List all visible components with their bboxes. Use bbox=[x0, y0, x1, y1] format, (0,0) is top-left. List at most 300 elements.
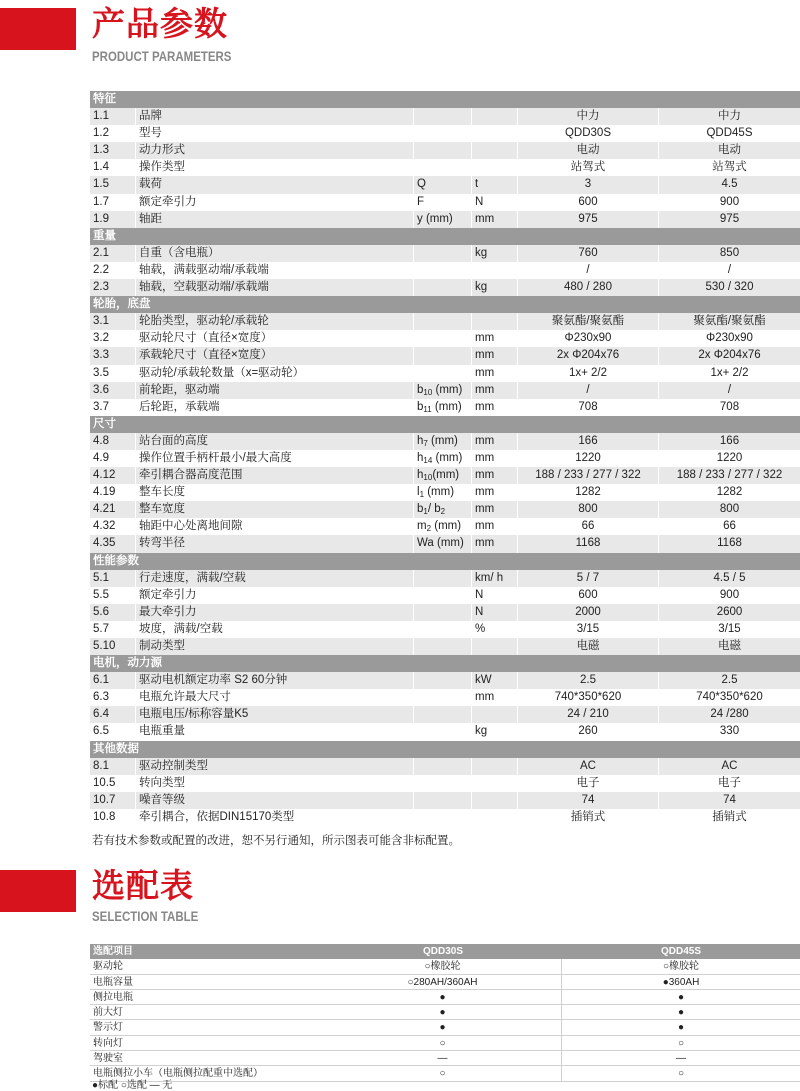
param-unit: mm bbox=[472, 501, 518, 518]
symbol-suffix: (mm) bbox=[431, 400, 462, 413]
param-symbol bbox=[414, 638, 472, 655]
value-qdd30s: 1168 bbox=[518, 535, 659, 552]
group-label: 电机，动力源 bbox=[93, 657, 162, 670]
symbol-suffix: (mm) bbox=[431, 520, 462, 533]
option-name: 驾驶室 bbox=[93, 1053, 123, 1065]
params-subtitle: PRODUCT PARAMETERS bbox=[92, 48, 232, 64]
param-row bbox=[90, 450, 800, 467]
option-name: 电瓶侧拉小车（电瓶侧拉配重中选配） bbox=[93, 1068, 263, 1080]
group-label: 性能参数 bbox=[93, 554, 139, 567]
param-name: 驱动电机额定功率 S2 60分钟 bbox=[136, 672, 414, 689]
param-name: 轴距中心处离地间隙 bbox=[136, 518, 414, 535]
value-qdd30s: / bbox=[518, 262, 659, 279]
param-symbol bbox=[414, 108, 472, 125]
param-number: 5.5 bbox=[90, 587, 136, 604]
param-number: 4.35 bbox=[90, 535, 136, 552]
value-qdd30s: 电子 bbox=[518, 775, 659, 792]
param-name: 操作类型 bbox=[136, 159, 414, 176]
value-qdd45s: 聚氨酯/聚氨酯 bbox=[693, 315, 766, 328]
param-unit: mm bbox=[472, 330, 518, 347]
value-qdd45s: 800 bbox=[719, 503, 740, 516]
symbol-text: y (mm) bbox=[417, 212, 453, 225]
value-qdd30s: 电动 bbox=[518, 142, 659, 159]
param-symbol bbox=[414, 792, 472, 809]
param-symbol bbox=[414, 706, 472, 723]
param-row bbox=[90, 518, 800, 535]
option-qdd45s: ● bbox=[677, 1007, 685, 1019]
param-symbol bbox=[414, 467, 472, 484]
symbol-subscript: 1 bbox=[423, 507, 428, 517]
param-unit: kg bbox=[472, 245, 518, 262]
param-unit bbox=[472, 159, 518, 176]
value-qdd30s: 166 bbox=[518, 433, 659, 450]
param-row bbox=[90, 433, 800, 450]
param-row bbox=[90, 159, 800, 176]
header-model-2: QDD45S bbox=[660, 946, 701, 957]
value-qdd30s: 188 / 233 / 277 / 322 bbox=[518, 467, 659, 484]
param-name: 牵引耦合器高度范围 bbox=[136, 467, 414, 484]
param-unit: mm bbox=[472, 211, 518, 228]
param-symbol bbox=[414, 245, 472, 262]
param-symbol bbox=[414, 347, 472, 364]
param-number: 4.8 bbox=[90, 433, 136, 450]
param-symbol bbox=[414, 587, 472, 604]
value-qdd45s: 4.5 bbox=[721, 178, 738, 191]
param-symbol bbox=[414, 365, 472, 382]
symbol-subscript: 2 bbox=[426, 524, 432, 534]
param-row bbox=[90, 194, 800, 211]
selection-row bbox=[90, 975, 800, 990]
param-row bbox=[90, 262, 800, 279]
value-qdd30s: 2000 bbox=[518, 604, 659, 621]
option-qdd45s: ●360AH bbox=[662, 976, 700, 988]
param-number: 4.21 bbox=[90, 501, 136, 518]
param-row bbox=[90, 638, 800, 655]
param-number: 6.3 bbox=[90, 689, 136, 706]
param-unit bbox=[472, 108, 518, 125]
group-label: 尺寸 bbox=[93, 417, 116, 430]
param-number: 4.12 bbox=[90, 467, 136, 484]
param-row bbox=[90, 792, 800, 809]
param-unit: kW bbox=[472, 672, 518, 689]
param-row bbox=[90, 108, 800, 125]
param-number: 1.1 bbox=[90, 108, 136, 125]
value-qdd30s: AC bbox=[518, 758, 659, 775]
param-unit: t bbox=[472, 176, 518, 193]
param-row bbox=[90, 313, 800, 330]
param-name: 品牌 bbox=[136, 108, 414, 125]
param-row bbox=[90, 535, 800, 552]
group-header-row bbox=[90, 553, 800, 570]
param-row bbox=[90, 245, 800, 262]
value-qdd30s: Φ230x90 bbox=[518, 330, 659, 347]
selection-row bbox=[90, 1051, 800, 1066]
option-name: 侧拉电瓶 bbox=[93, 991, 133, 1003]
value-qdd45s: 1220 bbox=[716, 451, 743, 464]
symbol-text: h bbox=[417, 451, 424, 464]
symbol-text: m bbox=[417, 520, 427, 533]
param-row bbox=[90, 382, 800, 399]
param-unit: km/ h bbox=[472, 570, 518, 587]
selection-row bbox=[90, 1036, 800, 1051]
option-qdd45s: ● bbox=[677, 991, 685, 1003]
option-qdd45s: ○橡胶轮 bbox=[662, 961, 700, 973]
param-name: 轴载，满载驱动端/承载端 bbox=[136, 262, 414, 279]
param-symbol bbox=[414, 723, 472, 740]
symbol-suffix: (mm) bbox=[427, 434, 458, 447]
value-qdd45s: 电磁 bbox=[718, 640, 741, 652]
param-number: 3.2 bbox=[90, 330, 136, 347]
param-symbol bbox=[414, 176, 472, 193]
param-unit bbox=[472, 638, 518, 655]
symbol-subscript: 11 bbox=[423, 404, 432, 414]
selection-legend: ●标配 ○选配 — 无 bbox=[92, 1080, 173, 1091]
param-number: 1.2 bbox=[90, 125, 136, 142]
param-unit: mm bbox=[472, 433, 518, 450]
option-qdd30s: ○ bbox=[324, 1066, 562, 1080]
param-symbol bbox=[414, 194, 472, 211]
section-marker-selection bbox=[0, 870, 76, 912]
param-unit bbox=[472, 125, 518, 142]
value-qdd30s: 插销式 bbox=[518, 809, 659, 826]
param-name: 电瓶允许最大尺寸 bbox=[136, 689, 414, 706]
value-qdd45s: 1282 bbox=[716, 486, 743, 499]
param-name: 轴载，空载驱动端/承载端 bbox=[136, 279, 414, 296]
param-number: 6.1 bbox=[90, 672, 136, 689]
group-header-row bbox=[90, 91, 800, 108]
param-row bbox=[90, 775, 800, 792]
value-qdd45s: 2.5 bbox=[721, 674, 738, 687]
param-unit: kg bbox=[472, 279, 518, 296]
value-qdd30s: 中力 bbox=[518, 108, 659, 125]
param-number: 4.32 bbox=[90, 518, 136, 535]
param-row bbox=[90, 501, 800, 518]
param-number: 5.7 bbox=[90, 621, 136, 638]
param-symbol bbox=[414, 672, 472, 689]
symbol-subscript: 7 bbox=[423, 438, 428, 448]
group-header-row bbox=[90, 741, 800, 758]
value-qdd30s: 电磁 bbox=[518, 638, 659, 655]
param-symbol bbox=[414, 433, 472, 450]
value-qdd45s: 1x+ 2/2 bbox=[710, 366, 749, 379]
param-unit: kg bbox=[472, 723, 518, 740]
group-label: 其他数据 bbox=[93, 742, 139, 755]
symbol-subscript: 1 bbox=[419, 490, 425, 500]
param-name: 额定牵引力 bbox=[136, 587, 414, 604]
value-qdd30s: 260 bbox=[518, 723, 659, 740]
value-qdd30s: / bbox=[518, 382, 659, 399]
symbol-text: h bbox=[417, 434, 424, 447]
param-unit: mm bbox=[472, 347, 518, 364]
symbol-subscript: 10 bbox=[423, 473, 433, 483]
value-qdd30s: 3/15 bbox=[518, 621, 659, 638]
group-header-row bbox=[90, 416, 800, 433]
param-symbol bbox=[414, 689, 472, 706]
param-unit: % bbox=[472, 621, 518, 638]
param-symbol bbox=[414, 262, 472, 279]
param-symbol bbox=[414, 518, 472, 535]
value-qdd30s: 站驾式 bbox=[518, 159, 659, 176]
params-title: 产品参数 bbox=[92, 5, 228, 42]
symbol-subscript: 14 bbox=[423, 455, 433, 465]
value-qdd45s: 530 / 320 bbox=[705, 281, 754, 294]
value-qdd45s: / bbox=[727, 383, 732, 396]
symbol-suffix: (mm) bbox=[432, 383, 463, 396]
param-row bbox=[90, 330, 800, 347]
value-qdd30s: 975 bbox=[518, 211, 659, 228]
param-row bbox=[90, 758, 800, 775]
option-qdd45s: ● bbox=[677, 1022, 685, 1034]
value-qdd45s: 900 bbox=[719, 588, 740, 601]
selection-header-row bbox=[90, 944, 800, 959]
value-qdd45s: Φ230x90 bbox=[706, 332, 753, 345]
param-number: 5.10 bbox=[90, 638, 136, 655]
param-row bbox=[90, 211, 800, 228]
param-symbol bbox=[414, 399, 472, 416]
param-number: 4.19 bbox=[90, 484, 136, 501]
param-name: 操作位置手柄杆最小/最大高度 bbox=[136, 450, 414, 467]
value-qdd45s: 3/15 bbox=[718, 622, 741, 635]
value-qdd45s: 900 bbox=[719, 195, 740, 208]
value-qdd45s: 中力 bbox=[718, 110, 741, 123]
group-label: 轮胎，底盘 bbox=[93, 298, 151, 311]
param-name: 后轮距，承载端 bbox=[136, 399, 414, 416]
value-qdd30s: QDD30S bbox=[518, 125, 659, 142]
symbol-suffix: (mm) bbox=[432, 451, 463, 464]
value-qdd30s: 聚氨酯/聚氨酯 bbox=[518, 313, 659, 330]
option-qdd30s: ○280AH/360AH bbox=[324, 975, 562, 989]
param-unit bbox=[472, 262, 518, 279]
param-row bbox=[90, 723, 800, 740]
param-unit bbox=[472, 313, 518, 330]
param-symbol bbox=[414, 330, 472, 347]
value-qdd45s: 24 /280 bbox=[710, 708, 749, 721]
disclaimer-note: 若有技术参数或配置的改进，恕不另行通知，所示图表可能含非标配置。 bbox=[92, 835, 460, 847]
param-symbol bbox=[414, 484, 472, 501]
param-unit bbox=[472, 775, 518, 792]
param-unit: N bbox=[472, 587, 518, 604]
param-unit bbox=[472, 706, 518, 723]
param-symbol bbox=[414, 604, 472, 621]
value-qdd45s: 电动 bbox=[718, 144, 741, 157]
option-name: 转向灯 bbox=[93, 1037, 123, 1049]
value-qdd45s: 188 / 233 / 277 / 322 bbox=[676, 469, 783, 482]
param-name: 前轮距，驱动端 bbox=[136, 382, 414, 399]
selection-row bbox=[90, 1020, 800, 1035]
param-row bbox=[90, 604, 800, 621]
symbol-text: b bbox=[417, 400, 424, 413]
value-qdd30s: 66 bbox=[518, 518, 659, 535]
selection-subtitle: SELECTION TABLE bbox=[92, 908, 199, 924]
param-row bbox=[90, 621, 800, 638]
symbol-text: Wa (mm) bbox=[417, 537, 464, 550]
param-name: 行走速度，满载/空载 bbox=[136, 570, 414, 587]
param-symbol bbox=[414, 621, 472, 638]
group-header-row bbox=[90, 655, 800, 672]
group-label: 重量 bbox=[93, 229, 116, 242]
param-number: 2.3 bbox=[90, 279, 136, 296]
option-name: 前大灯 bbox=[93, 1007, 123, 1019]
value-qdd30s: 1282 bbox=[518, 484, 659, 501]
option-qdd45s: ○ bbox=[677, 1037, 685, 1049]
value-qdd45s: 975 bbox=[719, 212, 740, 225]
param-row bbox=[90, 279, 800, 296]
symbol-subscript: 10 bbox=[423, 387, 433, 397]
param-name: 轴距 bbox=[136, 211, 414, 228]
value-qdd45s: 166 bbox=[719, 434, 740, 447]
param-unit: mm bbox=[472, 535, 518, 552]
symbol-suffix: (mm) bbox=[424, 486, 455, 499]
value-qdd30s: 600 bbox=[518, 587, 659, 604]
value-qdd45s: / bbox=[727, 263, 732, 276]
param-unit bbox=[472, 809, 518, 826]
param-row bbox=[90, 125, 800, 142]
param-row bbox=[90, 809, 800, 826]
param-number: 1.9 bbox=[90, 211, 136, 228]
param-name: 驱动轮尺寸（直径×宽度） bbox=[136, 330, 414, 347]
value-qdd45s: 电子 bbox=[718, 776, 741, 789]
param-number: 3.6 bbox=[90, 382, 136, 399]
value-qdd30s: 24 / 210 bbox=[518, 706, 659, 723]
symbol-suffix: (mm) bbox=[432, 469, 460, 482]
param-name: 驱动轮/承载轮数量（x=驱动轮） bbox=[136, 365, 414, 382]
param-symbol bbox=[414, 159, 472, 176]
param-number: 1.3 bbox=[90, 142, 136, 159]
param-name: 牵引耦合，依据DIN15170类型 bbox=[136, 809, 414, 826]
param-number: 10.7 bbox=[90, 792, 136, 809]
parameters-table bbox=[90, 91, 800, 826]
param-symbol bbox=[414, 142, 472, 159]
param-unit: mm bbox=[472, 365, 518, 382]
param-row bbox=[90, 142, 800, 159]
param-number: 1.5 bbox=[90, 176, 136, 193]
selection-row bbox=[90, 990, 800, 1005]
symbol-text: Q bbox=[417, 178, 426, 191]
param-symbol bbox=[414, 279, 472, 296]
param-number: 5.6 bbox=[90, 604, 136, 621]
param-row bbox=[90, 399, 800, 416]
option-name: 驱动轮 bbox=[93, 961, 123, 973]
param-number: 10.8 bbox=[90, 809, 136, 826]
param-number: 3.3 bbox=[90, 347, 136, 364]
param-symbol bbox=[414, 570, 472, 587]
param-name: 坡度，满载/空载 bbox=[136, 621, 414, 638]
option-name: 电瓶容量 bbox=[93, 976, 133, 988]
param-unit: mm bbox=[472, 689, 518, 706]
param-number: 6.5 bbox=[90, 723, 136, 740]
group-header-row bbox=[90, 296, 800, 313]
value-qdd45s: QDD45S bbox=[706, 127, 753, 140]
section-marker-params bbox=[0, 8, 76, 50]
param-symbol bbox=[414, 809, 472, 826]
param-unit: mm bbox=[472, 467, 518, 484]
value-qdd45s: 2600 bbox=[716, 605, 743, 618]
value-qdd30s: 74 bbox=[518, 792, 659, 809]
param-unit: N bbox=[472, 194, 518, 211]
group-header-row bbox=[90, 228, 800, 245]
param-name: 制动类型 bbox=[136, 638, 414, 655]
param-name: 额定牵引力 bbox=[136, 194, 414, 211]
param-name: 驱动控制类型 bbox=[136, 758, 414, 775]
param-number: 2.1 bbox=[90, 245, 136, 262]
value-qdd30s: 1220 bbox=[518, 450, 659, 467]
header-model-1: QDD30S bbox=[422, 946, 463, 957]
param-unit bbox=[472, 142, 518, 159]
value-qdd30s: 2.5 bbox=[518, 672, 659, 689]
param-unit: mm bbox=[472, 450, 518, 467]
param-number: 4.9 bbox=[90, 450, 136, 467]
param-symbol bbox=[414, 450, 472, 467]
symbol-text: b bbox=[417, 503, 424, 516]
param-unit: N bbox=[472, 604, 518, 621]
option-name: 警示灯 bbox=[93, 1022, 123, 1034]
param-name: 型号 bbox=[136, 125, 414, 142]
value-qdd45s: 2x Φ204x76 bbox=[698, 349, 761, 362]
selection-row bbox=[90, 959, 800, 974]
group-label: 特征 bbox=[93, 93, 116, 105]
param-name: 整车长度 bbox=[136, 484, 414, 501]
param-row bbox=[90, 706, 800, 723]
value-qdd30s: 708 bbox=[518, 399, 659, 416]
param-number: 1.4 bbox=[90, 159, 136, 176]
value-qdd45s: 74 bbox=[723, 793, 736, 806]
value-qdd45s: AC bbox=[721, 759, 738, 772]
selection-row bbox=[90, 1005, 800, 1020]
param-name: 转向类型 bbox=[136, 775, 414, 792]
param-number: 3.1 bbox=[90, 313, 136, 330]
option-qdd45s: ○ bbox=[677, 1068, 685, 1080]
header-item: 选配项目 bbox=[93, 946, 133, 957]
param-unit: mm bbox=[472, 518, 518, 535]
param-name: 转弯半径 bbox=[136, 535, 414, 552]
option-qdd30s: — bbox=[324, 1051, 562, 1065]
option-qdd30s: ● bbox=[324, 1020, 562, 1034]
param-unit: mm bbox=[472, 484, 518, 501]
param-row bbox=[90, 672, 800, 689]
value-qdd45s: 4.5 / 5 bbox=[713, 571, 746, 584]
value-qdd45s: 1168 bbox=[717, 537, 742, 550]
param-symbol bbox=[414, 382, 472, 399]
value-qdd45s: 708 bbox=[719, 400, 740, 413]
symbol-text: h bbox=[417, 469, 424, 482]
param-number: 2.2 bbox=[90, 262, 136, 279]
param-symbol bbox=[414, 535, 472, 552]
param-name: 噪音等级 bbox=[136, 792, 414, 809]
value-qdd45s: 插销式 bbox=[712, 810, 747, 823]
param-row bbox=[90, 365, 800, 382]
param-symbol bbox=[414, 775, 472, 792]
param-name: 载荷 bbox=[136, 176, 414, 193]
param-row bbox=[90, 570, 800, 587]
param-name: 站台面的高度 bbox=[136, 433, 414, 450]
param-symbol bbox=[414, 501, 472, 518]
param-number: 10.5 bbox=[90, 775, 136, 792]
value-qdd30s: 3 bbox=[518, 176, 659, 193]
value-qdd30s: 800 bbox=[518, 501, 659, 518]
param-symbol bbox=[414, 125, 472, 142]
option-qdd30s: ○橡胶轮 bbox=[324, 959, 562, 973]
value-qdd30s: 1x+ 2/2 bbox=[518, 365, 659, 382]
param-symbol bbox=[414, 211, 472, 228]
param-name: 整车宽度 bbox=[136, 501, 414, 518]
param-number: 5.1 bbox=[90, 570, 136, 587]
symbol-subscript-2: 2 bbox=[440, 507, 446, 517]
value-qdd45s: 850 bbox=[719, 246, 740, 259]
param-row bbox=[90, 484, 800, 501]
option-qdd30s: ● bbox=[324, 1005, 562, 1019]
value-qdd45s: 740*350*620 bbox=[696, 691, 763, 704]
value-qdd30s: 760 bbox=[518, 245, 659, 262]
